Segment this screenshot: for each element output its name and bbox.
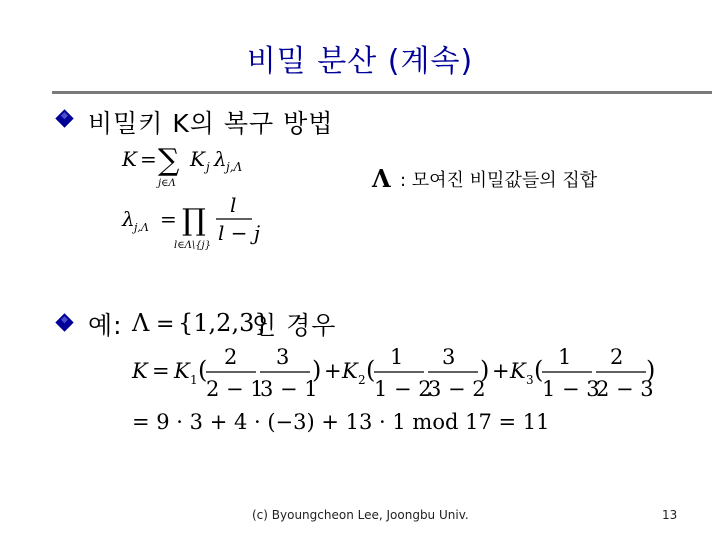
svg-text:K: K — [122, 147, 137, 171]
svg-text:K: K — [132, 359, 148, 383]
svg-text:{1,2,3}: {1,2,3} — [178, 309, 270, 337]
svg-text:): ) — [312, 356, 322, 384]
svg-text:∏: ∏ — [182, 203, 206, 238]
title-divider — [52, 91, 712, 94]
page-number: 13 — [662, 508, 678, 522]
svg-text:λ: λ — [122, 207, 135, 231]
svg-text:j,Λ: j,Λ — [226, 160, 243, 174]
lambda-symbol — [370, 166, 400, 192]
svg-text:+: + — [324, 359, 342, 383]
formula-example-line1 — [128, 340, 654, 404]
formula-example-paren-close — [646, 340, 660, 404]
svg-text:3 − 1: 3 − 1 — [260, 377, 318, 401]
svg-text:2 − 1: 2 − 1 — [206, 377, 264, 401]
formula-example-line2 — [128, 404, 550, 440]
svg-text:= 9 · 3 + 4 · (−3) + 13 · 1 mo: = 9 · 3 + 4 · (−3) + 13 · 1 mod 17 = 11 — [132, 410, 550, 434]
svg-text:∑: ∑ — [158, 143, 180, 178]
svg-text:3: 3 — [442, 345, 456, 369]
svg-text:2: 2 — [610, 345, 624, 369]
svg-text:j∈Λ: j∈Λ — [158, 178, 176, 189]
formula-recovery-k — [118, 142, 268, 190]
svg-text:2: 2 — [224, 345, 238, 369]
footer-credit: (c) Byoungcheon Lee, Joongbu Univ. — [252, 508, 469, 522]
bullet-recovery-method: 비밀키 K의 복구 방법 — [88, 109, 334, 138]
svg-text:3 − 2: 3 − 2 — [428, 377, 486, 401]
svg-text:1 − 3: 1 − 3 — [542, 377, 600, 401]
svg-text:3: 3 — [526, 373, 534, 387]
svg-text:Λ: Λ — [372, 164, 391, 193]
bullet-example-suffix: 인 경우 — [252, 311, 337, 340]
svg-text:(: ( — [534, 356, 544, 384]
svg-text:1: 1 — [558, 345, 572, 369]
svg-text:λ: λ — [214, 147, 227, 171]
svg-text:1 − 2: 1 − 2 — [374, 377, 432, 401]
formula-lambda-def — [118, 194, 268, 254]
bullet-diamond-icon — [55, 313, 73, 331]
svg-text:Λ: Λ — [132, 309, 150, 337]
svg-text:l: l — [230, 193, 237, 217]
svg-text:=: = — [160, 207, 177, 231]
svg-text:): ) — [646, 356, 656, 384]
svg-text:2: 2 — [358, 373, 366, 387]
svg-text:K: K — [342, 359, 358, 383]
svg-text:+: + — [492, 359, 510, 383]
svg-text:2 − 3: 2 − 3 — [596, 377, 654, 401]
svg-text:l − j: l − j — [218, 221, 261, 245]
svg-text:(: ( — [366, 356, 376, 384]
svg-text:1: 1 — [390, 345, 404, 369]
svg-text:K: K — [174, 359, 190, 383]
svg-text:=: = — [156, 312, 175, 337]
svg-text:1: 1 — [190, 373, 198, 387]
svg-text:(: ( — [198, 356, 208, 384]
lambda-description: : 모여진 비밀값들의 집합 — [400, 170, 598, 191]
formula-set-lambda — [128, 304, 270, 340]
bullet-example-label: 예: — [88, 311, 123, 340]
svg-text:3: 3 — [276, 345, 290, 369]
bullet-diamond-icon — [55, 109, 73, 127]
svg-text:j: j — [206, 160, 210, 174]
svg-text:K: K — [510, 359, 526, 383]
svg-text:l∈Λ\{j}: l∈Λ\{j} — [174, 240, 212, 251]
svg-text:=: = — [140, 147, 157, 171]
svg-text:): ) — [480, 356, 490, 384]
svg-text:j,Λ: j,Λ — [134, 221, 149, 234]
svg-text:=: = — [152, 359, 170, 383]
svg-text:K: K — [190, 147, 205, 171]
slide-title: 비밀 분산 (계속) — [246, 44, 474, 79]
